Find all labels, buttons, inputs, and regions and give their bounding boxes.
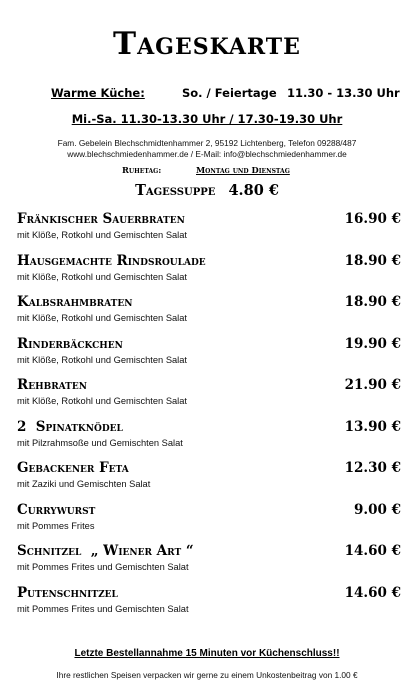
list-item [17, 211, 401, 253]
daily-soup-price: 4.80 € [228, 182, 279, 199]
weekend-time: 11.30 - 13.30 Uhr [287, 86, 400, 100]
dish-description: mit Pommes Frites und Gemischten Salat [17, 603, 189, 614]
dish-name: Gebackener Feta [17, 460, 129, 476]
dish-price: 18.90 € [344, 294, 401, 310]
dish-description: mit Pilzrahmsoße und Gemischten Salat [17, 437, 183, 448]
list-item [17, 502, 401, 544]
dish-name: Fränkischer Sauerbraten [17, 211, 185, 227]
dish-price: 19.90 € [344, 335, 401, 352]
dish-description: mit Klöße, Rotkohl und Gemischten Salat [17, 396, 188, 406]
dish-description: mit Zaziki und Gemischten Salat [17, 479, 151, 489]
daily-soup [0, 182, 414, 199]
list-item [17, 460, 401, 502]
rest-days-label: Ruhetag: [122, 165, 162, 175]
dish-name: Currywurst [17, 501, 96, 518]
dish-description: mit Pommes Frites und Gemischten Salat [17, 562, 189, 572]
kitchen-hours-weekday: Mi.-Sa. 11.30-13.30 Uhr / 17.30-19.30 Uhr [71, 112, 343, 126]
kitchen-hours-weekend [0, 86, 414, 104]
takeaway-notice: Ihre restlichen Speisen verpacken wir gerne zu einem Unkostenbeitrag von 1.00 € [56, 670, 358, 680]
page-title: Tageskarte [113, 26, 301, 62]
last-order-notice: Letzte Bestellannahme 15 Minuten vor Küchenschluss!! [74, 648, 340, 659]
contact-address: Fam. Gebelein Blechschmidtenhammer 2, 95192 Lichtenberg, Telefon 09288/487 [57, 138, 357, 148]
dish-name: Kalbsrahmbraten [17, 294, 133, 310]
dish-price: 13.90 € [344, 418, 401, 435]
dish-price: 21.90 € [344, 377, 401, 393]
dish-name: 2 Spinatknödel [17, 418, 123, 435]
dish-name: Rehbraten [17, 377, 87, 393]
daily-soup-name: Tagessuppe [135, 182, 216, 199]
dish-description: mit Klöße, Rotkohl und Gemischten Salat [17, 230, 188, 240]
list-item [17, 419, 401, 461]
dish-price: 18.90 € [344, 252, 401, 269]
dish-name: Hausgemachte Rindsroulade [17, 252, 206, 269]
dish-name: Rinderbäckchen [17, 335, 123, 352]
dish-price: 14.60 € [344, 584, 401, 601]
dish-price: 14.60 € [344, 543, 401, 559]
dish-list [17, 211, 401, 626]
kitchen-hours-label: Warme Küche: [51, 86, 145, 100]
dish-description: mit Klöße, Rotkohl und Gemischten Salat [17, 354, 188, 365]
weekend-days: So. / Feiertage [182, 86, 277, 100]
rest-days [0, 165, 414, 177]
dish-name: Putenschnitzel [17, 584, 118, 601]
dish-description: mit Klöße, Rotkohl und Gemischten Salat [17, 313, 188, 323]
list-item [17, 294, 401, 336]
dish-price: 16.90 € [344, 211, 401, 227]
list-item [17, 543, 401, 585]
contact-web-email: www.blechschmiedenhammer.de / E-Mail: info@blechschmiedenhammer.de [67, 149, 347, 159]
dish-description: mit Pommes Frites [17, 520, 95, 531]
list-item [17, 585, 401, 627]
dish-price: 12.30 € [344, 460, 401, 476]
list-item [17, 336, 401, 378]
dish-price: 9.00 € [354, 501, 401, 518]
list-item [17, 253, 401, 295]
dish-description: mit Klöße, Rotkohl und Gemischten Salat [17, 271, 188, 282]
rest-days-value: Montag und Dienstag [196, 165, 290, 175]
list-item [17, 377, 401, 419]
dish-name: Schnitzel „ Wiener Art “ [17, 543, 194, 559]
